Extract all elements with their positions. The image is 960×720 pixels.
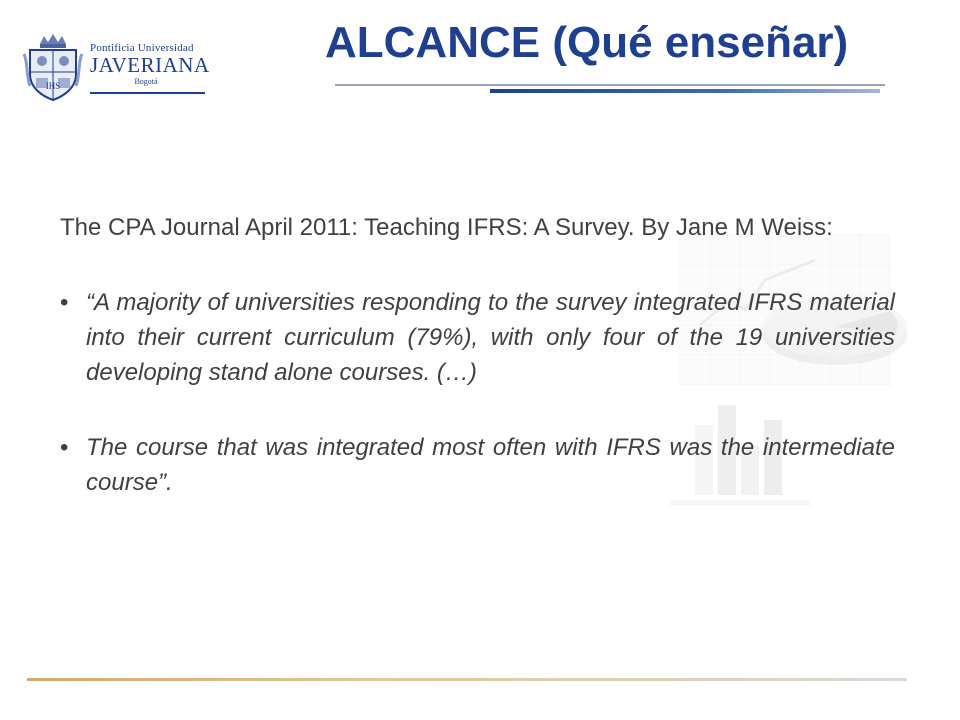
- bullet-item: [60, 430, 895, 500]
- bullet-text: The course that was integrated most often with IFRS was the intermediate course”.: [86, 434, 895, 496]
- bullet-item: [60, 285, 895, 390]
- university-crest-icon: [22, 32, 84, 102]
- logo-divider: [90, 92, 205, 94]
- slide-body: [60, 210, 895, 540]
- logo-line2: JAVERIANA: [90, 53, 210, 77]
- footer-divider: [27, 678, 907, 681]
- intro-paragraph: The CPA Journal April 2011: Teaching IFRS: A Survey. By Jane M Weiss:: [60, 214, 833, 241]
- bullet-text: “A majority of universities responding to the survey integrated IFRS material into their current curriculum (79%), with only four of the 19 universities developing stand alone courses. (…): [86, 289, 895, 386]
- logo-wordmark: [90, 42, 220, 86]
- title-underline-thick: [490, 89, 880, 93]
- svg-text:IHS: IHS: [45, 81, 61, 91]
- bullet-dot: •: [60, 434, 69, 461]
- logo-line1: Pontificia Universidad: [90, 42, 194, 54]
- title-underline-thin: [335, 84, 885, 86]
- logo-line3: Bogotá: [134, 77, 158, 86]
- bullet-dot: •: [60, 289, 69, 316]
- university-logo: [22, 32, 212, 102]
- slide-title: ALCANCE (Qué enseñar): [325, 18, 849, 67]
